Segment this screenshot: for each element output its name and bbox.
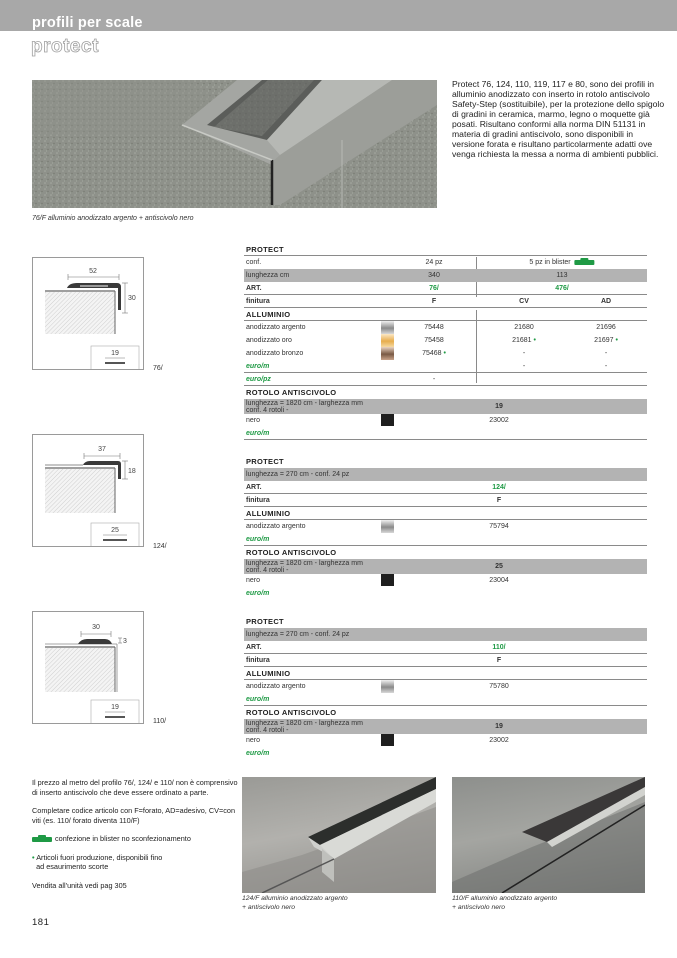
table-title: PROTECT	[246, 617, 284, 626]
dim-height: 18	[128, 468, 136, 475]
table-row-spec: lunghezza = 270 cm - conf. 24 pz	[244, 468, 647, 481]
table-protect-124	[244, 455, 647, 600]
table-row-euro: euro/m	[244, 693, 647, 706]
insert-width: 19	[111, 350, 119, 357]
swatch-nero	[381, 734, 394, 746]
table-row-euro: euro/m	[244, 533, 647, 546]
dim-height: 3	[123, 638, 127, 645]
insert-width: 19	[111, 704, 119, 711]
section-alluminio: ALLUMINIO	[244, 308, 647, 321]
profile-drawing-124	[32, 434, 144, 547]
profile-drawing-110	[32, 611, 144, 724]
table-row-euro-pz: euro/pz -	[244, 373, 647, 386]
price-note: Il prezzo al metro del profilo 76/, 124/ e 110/ non è comprensivo di inserto antiscivolo che deve essere ordinato a parte.	[32, 778, 238, 797]
table-row: anodizzato argento 75448 21680 21696	[244, 321, 647, 334]
table-row-finish: finitura F	[244, 654, 647, 667]
table-protect-110	[244, 615, 647, 760]
discontinued-note: • Articoli fuori produzione, disponibili fino ad esaurimento scorte	[32, 852, 163, 871]
table-row-roll-euro: euro/m	[244, 427, 647, 440]
table-protect-76	[244, 243, 647, 440]
section-rotolo: ROTOLO ANTISCIVOLO	[246, 548, 337, 557]
swatch-bronzo	[381, 347, 394, 360]
stair-profile-photo	[32, 80, 437, 208]
table-title: PROTECT	[244, 243, 647, 256]
table-row-spec: lunghezza = 270 cm - conf. 24 pz	[244, 628, 647, 641]
dim-height: 30	[128, 295, 136, 302]
table-row-roll-spec: lunghezza = 1820 cm - larghezza mm conf. 4 rotoli - 19	[244, 719, 647, 734]
table-title: PROTECT	[246, 457, 284, 466]
table-row-roll-spec: lunghezza = 1820 cm - larghezza mm conf. 4 rotoli - 25	[244, 559, 647, 574]
section-rotolo: ROTOLO ANTISCIVOLO	[246, 708, 337, 717]
photo-caption-124: 124/F alluminio anodizzato argento + antiscivolo nero	[242, 895, 348, 911]
header-bar	[0, 0, 677, 31]
dim-width: 52	[89, 268, 97, 275]
table-row: nero 23004	[244, 574, 647, 587]
footnotes	[32, 778, 242, 899]
swatch-argento	[381, 680, 394, 693]
photo-110-profile	[452, 777, 645, 893]
table-row-art: ART. 124/	[244, 481, 647, 494]
photo-124-profile	[242, 777, 436, 893]
drawing-label-124: 124/	[153, 543, 167, 550]
discontinued-marker: •	[443, 350, 446, 357]
swatch-argento	[381, 321, 394, 334]
swatch-nero	[381, 574, 394, 586]
profile-drawing-76	[32, 257, 144, 370]
drawing-label-76: 76/	[153, 365, 163, 372]
table-row: anodizzato bronzo 75468 • - -	[244, 347, 647, 360]
table-row-euro-m: euro/m - -	[244, 360, 647, 373]
table-row-length: lunghezza cm 340 113	[244, 269, 647, 282]
discontinued-marker: •	[615, 337, 618, 344]
table-row-finish: finitura F	[244, 494, 647, 507]
table-row: nero 23002	[244, 734, 647, 747]
swatch-oro	[381, 334, 394, 347]
table-row: anodizzato argento 75780	[244, 680, 647, 693]
code-note: Completare codice articolo con F=forato, AD=adesivo, CV=con viti (es. 110/ forato diventa 110/F)	[32, 806, 236, 825]
swatch-nero	[381, 414, 394, 426]
photo-caption-110: 110/F alluminio anodizzato argento + antiscivolo nero	[452, 895, 558, 911]
table-row-finish: finitura F CV AD	[244, 295, 647, 308]
discontinued-marker: •	[533, 337, 536, 344]
table-row: anodizzato oro 75458 21681 • 21697 •	[244, 334, 647, 347]
blister-icon	[32, 837, 52, 842]
category-title: profili per scale	[32, 15, 143, 31]
table-row-art: ART. 110/	[244, 641, 647, 654]
insert-width: 25	[111, 527, 119, 534]
table-row-roll-euro: euro/m	[246, 590, 270, 597]
table-row: anodizzato argento 75794	[244, 520, 647, 533]
table-row-roll-euro: euro/m	[246, 750, 270, 757]
blister-icon	[575, 260, 595, 265]
table-row-art: ART. 76/ 476/	[244, 282, 647, 295]
section-alluminio: ALLUMINIO	[244, 507, 647, 520]
page-number: 181	[32, 917, 50, 928]
drawing-label-110: 110/	[153, 718, 167, 725]
table-row: nero 23002	[244, 414, 647, 427]
hero-caption: 76/F alluminio anodizzato argento + antiscivolo nero	[32, 215, 194, 222]
table-row-conf: conf. 24 pz 5 pz in blister	[244, 256, 647, 269]
intro-paragraph: Protect 76, 124, 110, 119, 117 e 80, sono dei profili in alluminio anodizzato con inserto in rotolo antiscivolo Safety-Step (sostituibile), per la protezione dello spigolo di gradini in ceramica, marmo, legno o moquette già posati. Risultano conformi alla norma DIN 51131 in materia di gradini antiscivolo, sono disponibili in versione forata e risultano particolarmente adatti ove venga richiesta la messa a norma di ambienti pubblici.	[452, 79, 665, 159]
swatch-argento	[381, 520, 394, 533]
unit-sale-note: Vendita all'unità vedi pag 305	[32, 880, 127, 890]
dim-width: 37	[98, 446, 106, 453]
section-rotolo: ROTOLO ANTISCIVOLO	[246, 388, 337, 397]
table-row-roll-spec: lunghezza = 1820 cm - larghezza mm conf. 4 rotoli - 19	[244, 399, 647, 414]
blister-note: confezione in blister no sconfezionamento	[32, 834, 242, 844]
dim-width: 30	[92, 624, 100, 631]
section-alluminio: ALLUMINIO	[244, 667, 647, 680]
discontinued-marker: •	[32, 852, 35, 862]
product-line-title: protect	[31, 36, 99, 57]
